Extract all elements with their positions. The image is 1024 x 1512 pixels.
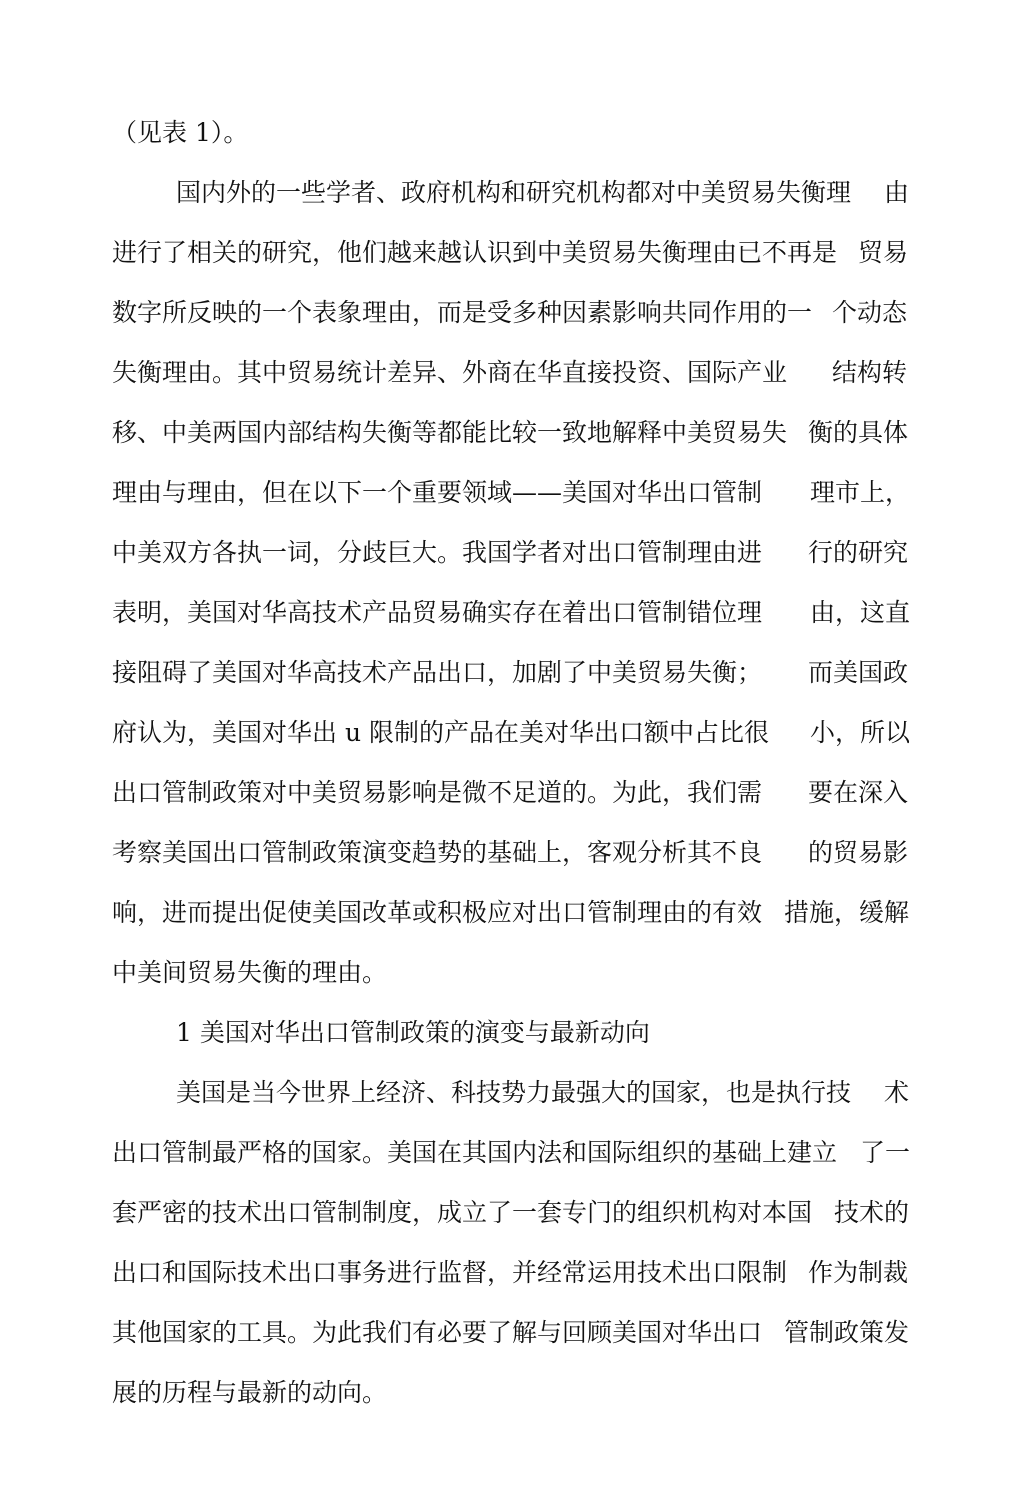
- paragraph-2-line: [0, 1063, 1024, 1123]
- paragraph-1-line: [0, 163, 1024, 223]
- text-segment: 管制政策发: [784, 1318, 910, 1347]
- text-segment: 衡的具体: [808, 418, 909, 447]
- paragraph-2-line: [0, 1123, 1024, 1183]
- text-segment: 移、中美两国内部结构失衡等都能比较一致地解释中美贸易失: [112, 418, 788, 447]
- paragraph-2-line: [0, 1363, 1024, 1423]
- paragraph-1-line: [0, 763, 1024, 823]
- text-segment: 国内外的一些学者、政府机构和研究机构都对中美贸易失衡理: [176, 178, 852, 207]
- text-segment: 中美双方各执一词，分歧巨大。我国学者对出口管制理由进: [112, 538, 763, 567]
- text-segment: 其他国家的工具。为此我们有必要了解与回顾美国对华出口: [112, 1318, 763, 1347]
- text-segment: 考察美国出口管制政策演变趋势的基础上，客观分析其不良: [112, 838, 763, 867]
- text-segment: 贸易: [858, 238, 909, 267]
- text-segment: 失衡理由。其中贸易统计差异、外商在华直接投资、国际产业: [112, 358, 788, 387]
- text-segment: 接阻碍了美国对华高技术产品出口，加剧了中美贸易失衡；: [112, 658, 763, 687]
- text-segment: 技术的: [834, 1198, 910, 1227]
- text-segment: 进行了相关的研究，他们越来越认识到中美贸易失衡理由已不再是: [112, 238, 838, 267]
- paragraph-1-line: [0, 283, 1024, 343]
- section-heading: [0, 1003, 1024, 1063]
- paragraph-1-line: [0, 523, 1024, 583]
- text-segment: 套严密的技术出口管制制度，成立了一套专门的组织机构对本国: [112, 1198, 813, 1227]
- paragraph-2-line: [0, 1243, 1024, 1303]
- text-segment: 要在深入: [808, 778, 909, 807]
- text-segment: 术: [884, 1078, 910, 1107]
- paragraph-1-line: [0, 883, 1024, 943]
- text-segment: 响，进而提出促使美国改革或积极应对出口管制理由的有效: [112, 898, 763, 927]
- text-segment: 个动态: [832, 298, 908, 327]
- paragraph-1-line: [0, 703, 1024, 763]
- text-segment: 表明，美国对华高技术产品贸易确实存在着出口管制错位理: [112, 598, 763, 627]
- text-segment: 的贸易影: [808, 838, 909, 867]
- text-segment: 由，这直: [810, 598, 911, 627]
- text-segment: 而美国政: [808, 658, 909, 687]
- paragraph-1-line: [0, 223, 1024, 283]
- text-segment: 展的历程与最新的动向。: [112, 1378, 388, 1407]
- text-segment: 了一: [860, 1138, 911, 1167]
- paragraph-2-line: [0, 1303, 1024, 1363]
- paragraph-1-line: [0, 943, 1024, 1003]
- paragraph-2-line: [0, 1183, 1024, 1243]
- text-segment: 府认为，美国对华出 u 限制的产品在美对华出口额中占比很: [112, 718, 769, 747]
- paragraph-1-line: [0, 463, 1024, 523]
- paragraph-1-line: [0, 343, 1024, 403]
- text-segment: 中美间贸易失衡的理由。: [112, 958, 388, 987]
- text-segment: 理市上，: [810, 478, 911, 507]
- text-segment: 由: [884, 178, 910, 207]
- paragraph-1-line: [0, 403, 1024, 463]
- paragraph-1-line: [0, 823, 1024, 883]
- text-segment: 出口管制政策对中美贸易影响是微不足道的。为此，我们需: [112, 778, 763, 807]
- paragraph-1-line: [0, 643, 1024, 703]
- text-segment: 数字所反映的一个表象理由，而是受多种因素影响共同作用的一: [112, 298, 813, 327]
- text-segment: 结构转: [832, 358, 908, 387]
- paragraph-ref-line: [0, 103, 1024, 163]
- text-segment: 小，所以: [810, 718, 911, 747]
- section-heading-text: 1 美国对华出口管制政策的演变与最新动向: [176, 1018, 650, 1047]
- text-segment: 理由与理由，但在以下一个重要领域——美国对华出口管制: [112, 478, 763, 507]
- text-segment: 出口管制最严格的国家。美国在其国内法和国际组织的基础上建立: [112, 1138, 838, 1167]
- text-segment: 出口和国际技术出口事务进行监督，并经常运用技术出口限制: [112, 1258, 788, 1287]
- text-segment: 作为制裁: [808, 1258, 909, 1287]
- text-segment: （见表 1）。: [112, 118, 249, 147]
- text-segment: 行的研究: [808, 538, 909, 567]
- text-segment: 措施，缓解: [784, 898, 910, 927]
- paragraph-1-line: [0, 583, 1024, 643]
- text-segment: 美国是当今世界上经济、科技势力最强大的国家，也是执行技: [176, 1078, 852, 1107]
